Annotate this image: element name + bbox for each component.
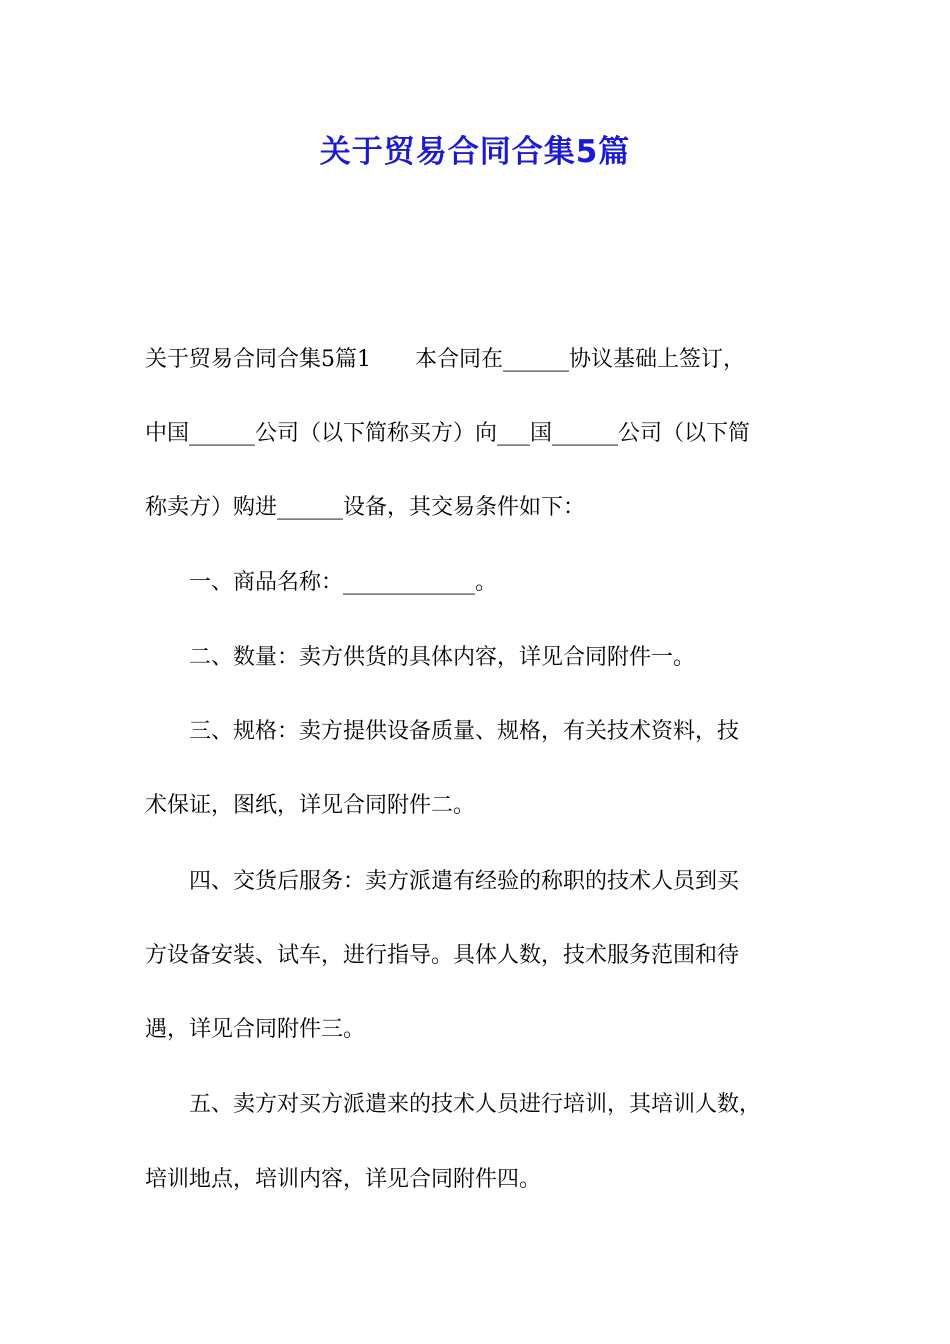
body-line: 二、数量：卖方供货的具体内容，详见合同附件一。: [145, 645, 696, 670]
body-line: 一、商品名称：____________。: [145, 570, 498, 595]
body-line: 称卖方）购进______设备，其交易条件如下：: [145, 495, 586, 520]
body-line: 关于贸易合同合集5篇1 本合同在______协议基础上签订，: [145, 347, 745, 372]
body-line: 中国______公司（以下简称买方）向___国______公司（以下简: [145, 421, 751, 446]
body-line: 遇，详见合同附件三。: [145, 1017, 366, 1042]
document-title: 关于贸易合同合集5篇: [319, 134, 631, 170]
body-line: 方设备安装、试车，进行指导。具体人数，技术服务范围和待: [145, 943, 740, 968]
body-line: 培训地点，培训内容，详见合同附件四。: [145, 1167, 542, 1192]
body-line: 术保证，图纸，详见合同附件二。: [145, 793, 476, 818]
body-line: 四、交货后服务：卖方派遣有经验的称职的技术人员到买: [145, 869, 740, 894]
body-line: 三、规格：卖方提供设备质量、规格，有关技术资料，技: [145, 719, 740, 744]
body-line: 五、卖方对买方派遣来的技术人员进行培训，其培训人数，: [145, 1092, 762, 1117]
